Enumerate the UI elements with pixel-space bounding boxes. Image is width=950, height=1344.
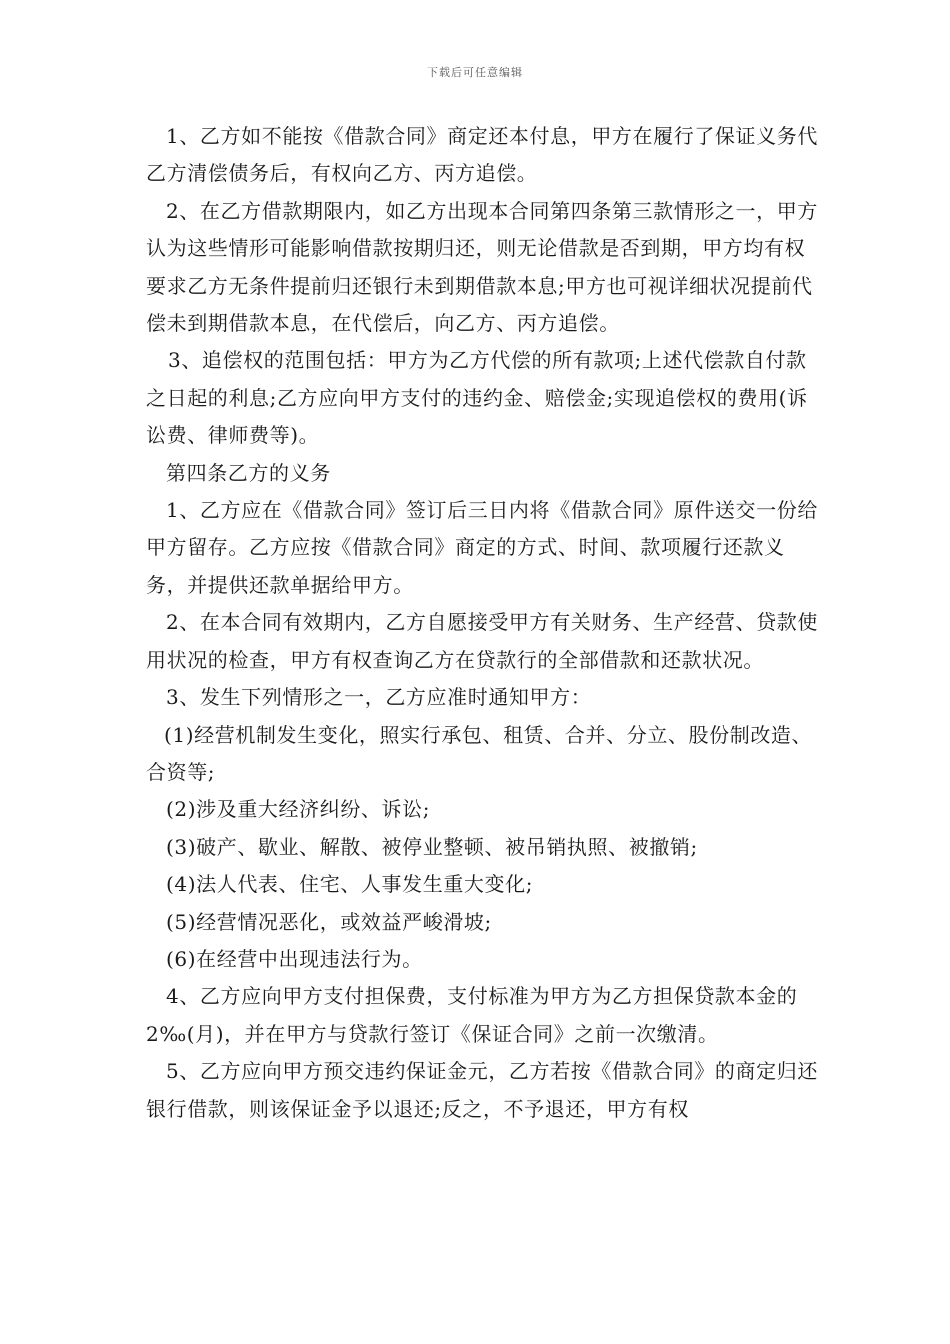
list-item-2: (2)涉及重大经济纠纷、诉讼; xyxy=(166,797,431,822)
paragraph-obligation-3: 3、发生下列情形之一，乙方应准时通知甲方： xyxy=(166,685,592,710)
paragraph-recourse-1: 1、乙方如不能按《借款合同》商定还本付息，甲方在履行了保证义务代乙方清偿债务后，有权向乙方、丙方追偿。 xyxy=(146,124,818,186)
list-item-5: (5)经营情况恶化，或效益严峻滑坡; xyxy=(166,909,492,934)
paragraph-obligation-4: 4、乙方应向甲方支付担保费，支付标准为甲方为乙方担保贷款本金的2‰(月)，并在甲方与贷款行签订《保证合同》之前一次缴清。 xyxy=(146,984,798,1046)
paragraph-obligation-5: 5、乙方应向甲方预交违约保证金元，乙方若按《借款合同》的商定归还银行借款，则该保证金予以退还;反之，不予退还，甲方有权 xyxy=(146,1059,818,1121)
list-item-6: (6)在经营中出现违法行为。 xyxy=(166,946,423,971)
paragraph-recourse-3: 3、追偿权的范围包括：甲方为乙方代偿的所有款项;上述代偿款自付款之日起的利息;乙方应向甲方支付的违约金、赔偿金;实现追偿权的费用(诉讼费、律师费等)。 xyxy=(146,348,808,448)
list-item-3: (3)破产、歇业、解散、被停业整顿、被吊销执照、被撤销; xyxy=(166,834,698,859)
list-item-1: (1)经营机制发生变化，照实行承包、租赁、合并、分立、股份制改造、合资等; xyxy=(146,722,813,784)
paragraph-obligation-2: 2、在本合同有效期内，乙方自愿接受甲方有关财务、生产经营、贷款使用状况的检查，甲方有权查询乙方在贷款行的全部借款和还款状况。 xyxy=(146,610,818,672)
list-item-4: (4)法人代表、住宅、人事发生重大变化; xyxy=(166,872,534,897)
document-body xyxy=(146,118,824,1128)
section-heading-article-4: 第四条乙方的义务 xyxy=(166,460,331,485)
page-header: 下载后可任意编辑 xyxy=(427,66,523,79)
paragraph-recourse-2: 2、在乙方借款期限内，如乙方出现本合同第四条第三款情形之一，甲方认为这些情形可能影响借款按期归还，则无论借款是否到期，甲方均有权要求乙方无条件提前归还银行未到期借款本息;甲方也可视详细状况提前代偿未到期借款本息，在代偿后，向乙方、丙方追偿。 xyxy=(146,198,818,336)
paragraph-obligation-1: 1、乙方应在《借款合同》签订后三日内将《借款合同》原件送交一份给甲方留存。乙方应按《借款合同》商定的方式、时间、款项履行还款义务，并提供还款单据给甲方。 xyxy=(146,498,818,597)
